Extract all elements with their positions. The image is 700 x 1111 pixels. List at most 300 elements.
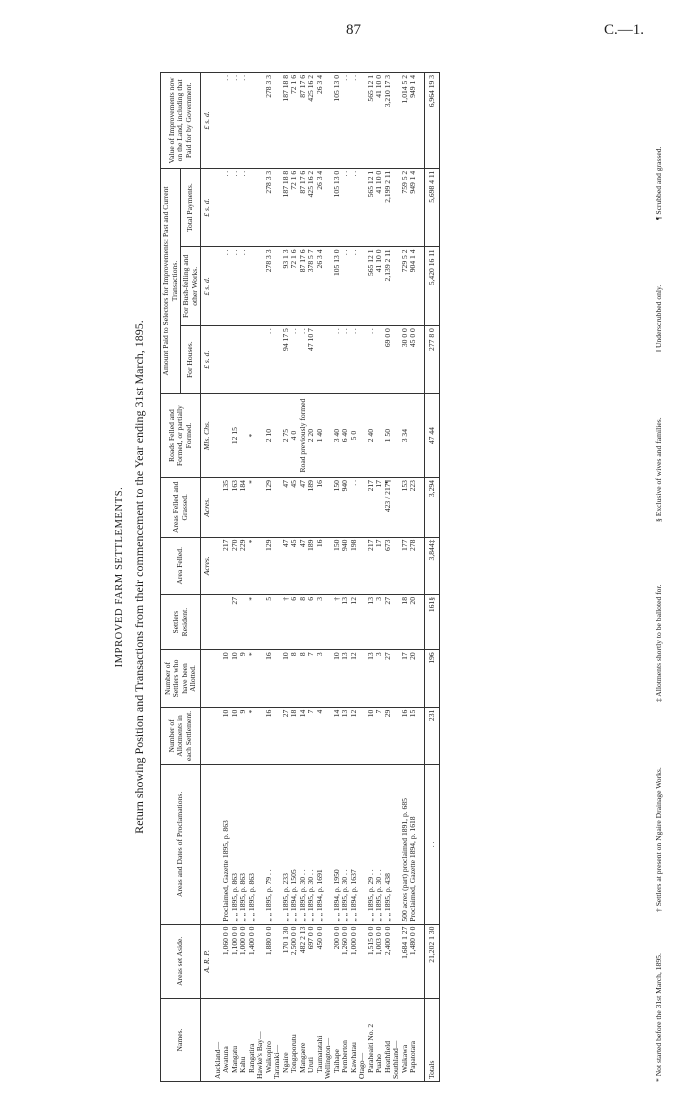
row-bush: 2,139 2 11 xyxy=(384,247,393,326)
footnote-not-started: * Not started before the 31st March, 1895. xyxy=(654,953,663,1082)
row-total: 565 12 1 xyxy=(367,168,376,247)
row-allotments: 13 xyxy=(341,707,350,764)
row-bush: 41 10 0 xyxy=(375,247,384,326)
row-houses xyxy=(239,326,248,394)
col-header-houses: For Houses. xyxy=(181,326,201,394)
row-roads: 3 34 xyxy=(401,394,410,478)
row-proclamation: 500 acres (part) proclaimed 1891, p. 685 xyxy=(401,765,410,925)
row-houses: 69 0 0 xyxy=(384,326,393,394)
row-felled: 270 xyxy=(231,537,240,594)
row-total: 759 5 2 xyxy=(401,168,410,247)
totals-bush: 5,420 16 11 xyxy=(424,247,440,326)
row-bush: 729 5 2 xyxy=(401,247,410,326)
row-grassed: 17 xyxy=(375,478,384,538)
row-proclamation: „ „ 1895, p. 438 xyxy=(384,765,393,925)
row-roads xyxy=(409,394,418,478)
table-row xyxy=(384,73,393,1082)
totals-allotted: 196 xyxy=(424,650,440,707)
row-allotted: 9 xyxy=(239,650,248,707)
row-roads: 2 10 xyxy=(265,394,274,478)
row-houses xyxy=(324,326,333,394)
row-value: 1,014 5 2 xyxy=(401,73,410,169)
row-value: 278 3 3 xyxy=(265,73,274,169)
row-resident: 6 xyxy=(290,594,299,649)
col-header-amount-group: Amount Paid to Selectors for Improvements: Past and Current Transactions. xyxy=(161,168,181,393)
row-allotted: 10 xyxy=(282,650,291,707)
row-allotted: 10 xyxy=(231,650,240,707)
col-header-value: Value of Improvements now on the Land, including that Paid for by Government. xyxy=(161,73,201,169)
row-resident: 20 xyxy=(409,594,418,649)
row-areas: 1,003 0 0 xyxy=(375,924,384,998)
row-felled: 17 xyxy=(375,537,384,594)
table-row xyxy=(409,73,418,1082)
row-name: Papatotara xyxy=(409,999,418,1082)
row-bush: 26 3 4 xyxy=(316,247,325,326)
row-houses: . . xyxy=(290,326,299,394)
footnote-scrubbed: ¶ Scrubbed and grassed. xyxy=(654,146,663,220)
row-areas: 697 0 0 xyxy=(307,924,316,998)
row-areas: 1,000 0 0 xyxy=(350,924,359,998)
row-proclamation: „ „ 1895, p. 29 . . xyxy=(367,765,376,925)
unit-money: £ s. d. xyxy=(201,326,214,394)
col-header-areas: Areas set Aside. xyxy=(161,924,201,998)
row-name: Rangatira xyxy=(248,999,257,1082)
col-header-felled: Area Felled. xyxy=(161,537,201,594)
row-proclamation: „ „ 1895, p. 30 . . xyxy=(341,765,350,925)
row-proclamation: „ „ 1895, p. 863 xyxy=(239,765,248,925)
row-total xyxy=(214,168,223,247)
row-resident: † xyxy=(333,594,342,649)
row-houses xyxy=(214,326,223,394)
row-proclamation: „ „ 1895, p. 233 xyxy=(282,765,291,925)
row-value: 41 10 0 xyxy=(375,73,384,169)
row-allotments: 16 xyxy=(401,707,410,764)
row-value: 26 3 4 xyxy=(316,73,325,169)
footnote-families: § Exclusive of wives and families. xyxy=(654,417,663,522)
row-name: Uruti xyxy=(307,999,316,1082)
totals-label: Totals xyxy=(424,999,440,1082)
row-grassed: 153 xyxy=(401,478,410,538)
row-grassed: . . xyxy=(350,478,359,538)
col-header-felled-grassed: Areas Felled and Grassed. xyxy=(161,478,201,538)
row-bush xyxy=(214,247,223,326)
row-allotments: 16 xyxy=(265,707,274,764)
row-total: 187 18 8 xyxy=(282,168,291,247)
row-allotted: * xyxy=(248,650,257,707)
row-felled: 278 xyxy=(409,537,418,594)
row-roads: 4 0 xyxy=(290,394,299,478)
row-roads: Road previously formed xyxy=(299,394,308,478)
row-allotments: 12 xyxy=(350,707,359,764)
row-proclamation: „ „ 1895, p. 30 . . xyxy=(299,765,308,925)
row-felled: 673 xyxy=(384,537,393,594)
row-resident xyxy=(239,594,248,649)
row-resident: 12 xyxy=(350,594,359,649)
row-name: Taihape xyxy=(333,999,342,1082)
row-grassed: 217 xyxy=(367,478,376,538)
row-grassed: * xyxy=(248,478,257,538)
row-name: Taranaki— xyxy=(273,999,282,1082)
row-name: Puaho xyxy=(375,999,384,1082)
row-resident: † xyxy=(282,594,291,649)
row-value: 3,210 17 3 xyxy=(384,73,393,169)
row-name: Southland— xyxy=(392,999,401,1082)
row-allotments: 4 xyxy=(316,707,325,764)
row-allotted: 27 xyxy=(384,650,393,707)
row-houses xyxy=(222,326,231,394)
unit-roads: Mls. Chs. xyxy=(201,394,214,478)
row-value: . . xyxy=(231,73,240,169)
row-felled: 217 xyxy=(367,537,376,594)
row-houses xyxy=(248,326,257,394)
row-resident xyxy=(273,594,282,649)
row-felled: 129 xyxy=(265,537,274,594)
row-proclamation: „ „ 1895, p. 30 . . xyxy=(307,765,316,925)
row-name: Otago— xyxy=(358,999,367,1082)
row-bush: . . xyxy=(341,247,350,326)
row-felled: 940 xyxy=(341,537,350,594)
row-felled: 47 xyxy=(299,537,308,594)
row-roads: 2 75 xyxy=(282,394,291,478)
row-proclamation: „ „ 1894, p. 1637 xyxy=(350,765,359,925)
row-value: . . xyxy=(341,73,350,169)
row-total: . . xyxy=(222,168,231,247)
row-roads: 6 40 xyxy=(341,394,350,478)
row-proclamation: „ „ 1895, p. 30 . . xyxy=(375,765,384,925)
row-areas: 2,400 0 0 xyxy=(384,924,393,998)
row-allotted: 7 xyxy=(307,650,316,707)
row-value: 187 18 8 xyxy=(282,73,291,169)
units-row xyxy=(201,73,214,1082)
row-houses xyxy=(256,326,265,394)
row-felled: 189 xyxy=(307,537,316,594)
page-number: 87 xyxy=(346,22,361,38)
totals-allotments: 231 xyxy=(424,707,440,764)
unit-money: £ s. d. xyxy=(201,73,214,169)
row-bush: 378 5 7 xyxy=(307,247,316,326)
totals-houses: 277 8 0 xyxy=(424,326,440,394)
row-felled: 16 xyxy=(316,537,325,594)
settlements-table xyxy=(160,72,440,1082)
row-allotted: 13 xyxy=(341,650,350,707)
row-houses: 94 17 5 xyxy=(282,326,291,394)
table-subtitle: Return showing Position and Transactions from their commencement to the Year ending 31st March, 1895. xyxy=(132,320,146,834)
row-grassed: 47 xyxy=(299,478,308,538)
row-houses: . . xyxy=(350,326,359,394)
row-resident xyxy=(214,594,223,649)
row-total: . . xyxy=(231,168,240,247)
row-roads: 1 40 xyxy=(316,394,325,478)
row-name: Mangatu xyxy=(231,999,240,1082)
row-allotments: 14 xyxy=(299,707,308,764)
row-proclamation: „ „ 1894, p. 1950 xyxy=(333,765,342,925)
row-areas: 1,400 0 0 xyxy=(248,924,257,998)
row-name: Paraheaiti No. 2 xyxy=(367,999,376,1082)
row-name: Auckland— xyxy=(214,999,223,1082)
row-allotted: 17 xyxy=(401,650,410,707)
unit-acres: Acres. xyxy=(201,537,214,594)
row-total: 87 17 6 xyxy=(299,168,308,247)
row-areas: 1,880 0 0 xyxy=(265,924,274,998)
row-allotted: 3 xyxy=(375,650,384,707)
row-houses xyxy=(231,326,240,394)
row-total: 72 1 6 xyxy=(290,168,299,247)
col-header-resident: Settlers Resident. xyxy=(161,594,201,649)
row-allotments: 7 xyxy=(307,707,316,764)
row-resident: 27 xyxy=(384,594,393,649)
row-allotted: 8 xyxy=(290,650,299,707)
row-name: Waikopiro xyxy=(265,999,274,1082)
col-header-allotments: Number of Allotments in each Settlement. xyxy=(161,707,201,764)
row-grassed: 184 xyxy=(239,478,248,538)
row-houses xyxy=(316,326,325,394)
row-grassed: 189 xyxy=(307,478,316,538)
row-value: 72 1 6 xyxy=(290,73,299,169)
row-allotted: 12 xyxy=(350,650,359,707)
row-houses: 45 0 0 xyxy=(409,326,418,394)
rotated-return-table xyxy=(112,72,672,1082)
row-bush: . . xyxy=(239,247,248,326)
row-bush: . . xyxy=(222,247,231,326)
row-areas: 1,480 0 0 xyxy=(409,924,418,998)
row-name: Heathfield xyxy=(384,999,393,1082)
row-total: 2,199 2 11 xyxy=(384,168,393,247)
row-bush: 105 13 0 xyxy=(333,247,342,326)
row-total: . . xyxy=(341,168,350,247)
row-bush: 278 3 3 xyxy=(265,247,274,326)
row-name: Ngaire xyxy=(282,999,291,1082)
row-value: 425 16 2 xyxy=(307,73,316,169)
col-header-bush: For Bush-felling and other Works. xyxy=(181,247,201,326)
row-houses: 30 0 0 xyxy=(401,326,410,394)
row-areas: 1,000 0 0 xyxy=(239,924,248,998)
row-areas: 1,060 0 0 xyxy=(222,924,231,998)
row-houses: . . xyxy=(333,326,342,394)
row-name: Kawhatau xyxy=(350,999,359,1082)
col-header-settlers-allotted: Number of Settlers who have been Allotted. xyxy=(161,650,201,707)
row-value: 87 17 6 xyxy=(299,73,308,169)
row-value: . . xyxy=(222,73,231,169)
row-value: 565 12 1 xyxy=(367,73,376,169)
row-total: 949 1 4 xyxy=(409,168,418,247)
row-felled: 45 xyxy=(290,537,299,594)
row-proclamation: „ „ 1894, p. 1691 xyxy=(316,765,325,925)
row-bush: 72 1 6 xyxy=(290,247,299,326)
row-allotments: 9 xyxy=(239,707,248,764)
row-bush: 93 1 3 xyxy=(282,247,291,326)
row-name: Mangaere xyxy=(299,999,308,1082)
footnote-underscrubbed: ‖ Underscrubbed only. xyxy=(654,284,663,352)
row-roads xyxy=(214,394,223,478)
row-total: 105 13 0 xyxy=(333,168,342,247)
row-bush: . . xyxy=(350,247,359,326)
row-allotted: 10 xyxy=(333,650,342,707)
row-grassed: 940 xyxy=(341,478,350,538)
row-grassed: 163 xyxy=(231,478,240,538)
footnote-drainage: † Settlers at present on Ngaire Drainage Works. xyxy=(654,767,663,912)
row-resident: 8 xyxy=(299,594,308,649)
row-proclamation: „ „ 1895, p. 863 xyxy=(248,765,257,925)
row-grassed: 150 xyxy=(333,478,342,538)
row-resident: * xyxy=(248,594,257,649)
row-name: Kahu xyxy=(239,999,248,1082)
row-allotted: 13 xyxy=(367,650,376,707)
totals-proc: . . xyxy=(424,765,440,925)
row-felled: 229 xyxy=(239,537,248,594)
row-areas: 170 1 30 xyxy=(282,924,291,998)
row-value: . . xyxy=(239,73,248,169)
row-grassed: 135 xyxy=(222,478,231,538)
row-allotments: 10 xyxy=(222,707,231,764)
row-areas: 482 2 13 xyxy=(299,924,308,998)
row-total: 278 3 3 xyxy=(265,168,274,247)
row-resident: 18 xyxy=(401,594,410,649)
row-allotments: 15 xyxy=(409,707,418,764)
row-roads: 2 20 xyxy=(307,394,316,478)
row-areas: 1,515 0 0 xyxy=(367,924,376,998)
row-total: . . xyxy=(350,168,359,247)
totals-roads: 47 44 xyxy=(424,394,440,478)
row-houses: 47 10 7 xyxy=(307,326,316,394)
row-value xyxy=(248,73,257,169)
row-allotted: 16 xyxy=(265,650,274,707)
row-grassed: 223 xyxy=(409,478,418,538)
unit-money: £ s. d. xyxy=(201,247,214,326)
row-felled: 150 xyxy=(333,537,342,594)
row-areas: 200 0 0 xyxy=(333,924,342,998)
row-roads: 1 50 xyxy=(384,394,393,478)
row-name: Pemberton xyxy=(341,999,350,1082)
row-total: 26 3 4 xyxy=(316,168,325,247)
row-name: Tongaporutu xyxy=(290,999,299,1082)
totals-row xyxy=(424,73,440,1082)
row-grassed: 423 / 217¶ xyxy=(384,478,393,538)
row-roads: * xyxy=(248,394,257,478)
row-total: . . xyxy=(239,168,248,247)
totals-value: 6,964 19 3 xyxy=(424,73,440,169)
row-name: Waikawa xyxy=(401,999,410,1082)
row-grassed: 16 xyxy=(316,478,325,538)
row-bush: 87 17 6 xyxy=(299,247,308,326)
row-areas: 2,500 0 0 xyxy=(290,924,299,998)
col-header-proclamations: Areas and Dates of Proclamations. xyxy=(161,765,201,925)
row-areas: 1,100 0 0 xyxy=(231,924,240,998)
row-total: 425 16 2 xyxy=(307,168,316,247)
row-name: Wellington— xyxy=(324,999,333,1082)
row-bush xyxy=(248,247,257,326)
row-resident xyxy=(256,594,265,649)
row-felled: * xyxy=(248,537,257,594)
row-resident: 3 xyxy=(375,594,384,649)
row-allotted: 20 xyxy=(409,650,418,707)
row-value: 949 1 4 xyxy=(409,73,418,169)
row-grassed: 45 xyxy=(290,478,299,538)
totals-areas: 21,202 1 30 xyxy=(424,924,440,998)
totals-resident: 161§ xyxy=(424,594,440,649)
row-houses: . . xyxy=(367,326,376,394)
totals-total: 5,698 4 11 xyxy=(424,168,440,247)
unit-money: £ s. d. xyxy=(201,168,214,247)
unit-area: A. R. P. xyxy=(201,924,214,998)
row-value: 105 13 0 xyxy=(333,73,342,169)
row-areas: 1,260 0 0 xyxy=(341,924,350,998)
row-areas: 1,684 1 27 xyxy=(401,924,410,998)
table-row xyxy=(350,73,359,1082)
col-header-roads: Roads Felled and Formed, or partially Formed. xyxy=(161,394,201,478)
footnote-ballot: ‡ Allotments shortly to be balloted for. xyxy=(654,584,663,702)
row-felled: 47 xyxy=(282,537,291,594)
row-allotments: 18 xyxy=(290,707,299,764)
row-allotments: * xyxy=(248,707,257,764)
table-row xyxy=(248,73,257,1082)
row-value: . . xyxy=(350,73,359,169)
row-grassed: 129 xyxy=(265,478,274,538)
col-header-names: Names. xyxy=(161,999,201,1082)
table-body xyxy=(201,73,425,1082)
row-felled: 177 xyxy=(401,537,410,594)
totals-felled: 3,844‡ xyxy=(424,537,440,594)
row-allotted: 8 xyxy=(299,650,308,707)
row-allotments: 7 xyxy=(375,707,384,764)
row-grassed: 47 xyxy=(282,478,291,538)
row-resident: 6 xyxy=(307,594,316,649)
row-houses: . . xyxy=(341,326,350,394)
row-roads: 2 40 xyxy=(367,394,376,478)
row-allotments: 10 xyxy=(231,707,240,764)
row-bush: 565 12 1 xyxy=(367,247,376,326)
row-allotted: 10 xyxy=(222,650,231,707)
page-code: C.—1. xyxy=(604,22,645,38)
row-resident: 5 xyxy=(265,594,274,649)
row-resident: 3 xyxy=(316,594,325,649)
row-resident: 13 xyxy=(367,594,376,649)
row-name: Hawke's Bay— xyxy=(256,999,265,1082)
row-bush: 904 1 4 xyxy=(409,247,418,326)
totals-grassed: 3,294 xyxy=(424,478,440,538)
row-name: Awatuna xyxy=(222,999,231,1082)
row-name: Taumatatahi xyxy=(316,999,325,1082)
row-total: 41 10 0 xyxy=(375,168,384,247)
row-felled: 217 xyxy=(222,537,231,594)
row-allotments: 27 xyxy=(282,707,291,764)
table-row xyxy=(316,73,325,1082)
unit-acres: Acres. xyxy=(201,478,214,538)
row-roads: 3 40 xyxy=(333,394,342,478)
row-total xyxy=(248,168,257,247)
row-proclamation: „ „ 1895, p. 79 . . xyxy=(265,765,274,925)
row-proclamation: „ „ 1894, p. 1505 xyxy=(290,765,299,925)
row-roads: 12 15 xyxy=(231,394,240,478)
row-houses: . . xyxy=(265,326,274,394)
row-houses: . . xyxy=(299,326,308,394)
row-value xyxy=(214,73,223,169)
row-felled: 198 xyxy=(350,537,359,594)
row-houses xyxy=(358,326,367,394)
col-header-total: Total Payments. xyxy=(181,168,201,247)
row-proclamation: Proclaimed, Gazette 1894, p. 1618 xyxy=(409,765,418,925)
row-allotments: 10 xyxy=(367,707,376,764)
row-resident: 13 xyxy=(341,594,350,649)
row-proclamation: „ „ 1895, p. 863 xyxy=(231,765,240,925)
table-title: IMPROVED FARM SETTLEMENTS. xyxy=(114,486,125,668)
row-areas: 450 0 0 xyxy=(316,924,325,998)
row-allotted: 3 xyxy=(316,650,325,707)
row-bush: . . xyxy=(231,247,240,326)
row-allotments: 29 xyxy=(384,707,393,764)
row-resident xyxy=(324,594,333,649)
row-resident: 27 xyxy=(231,594,240,649)
table-row xyxy=(265,73,274,1082)
